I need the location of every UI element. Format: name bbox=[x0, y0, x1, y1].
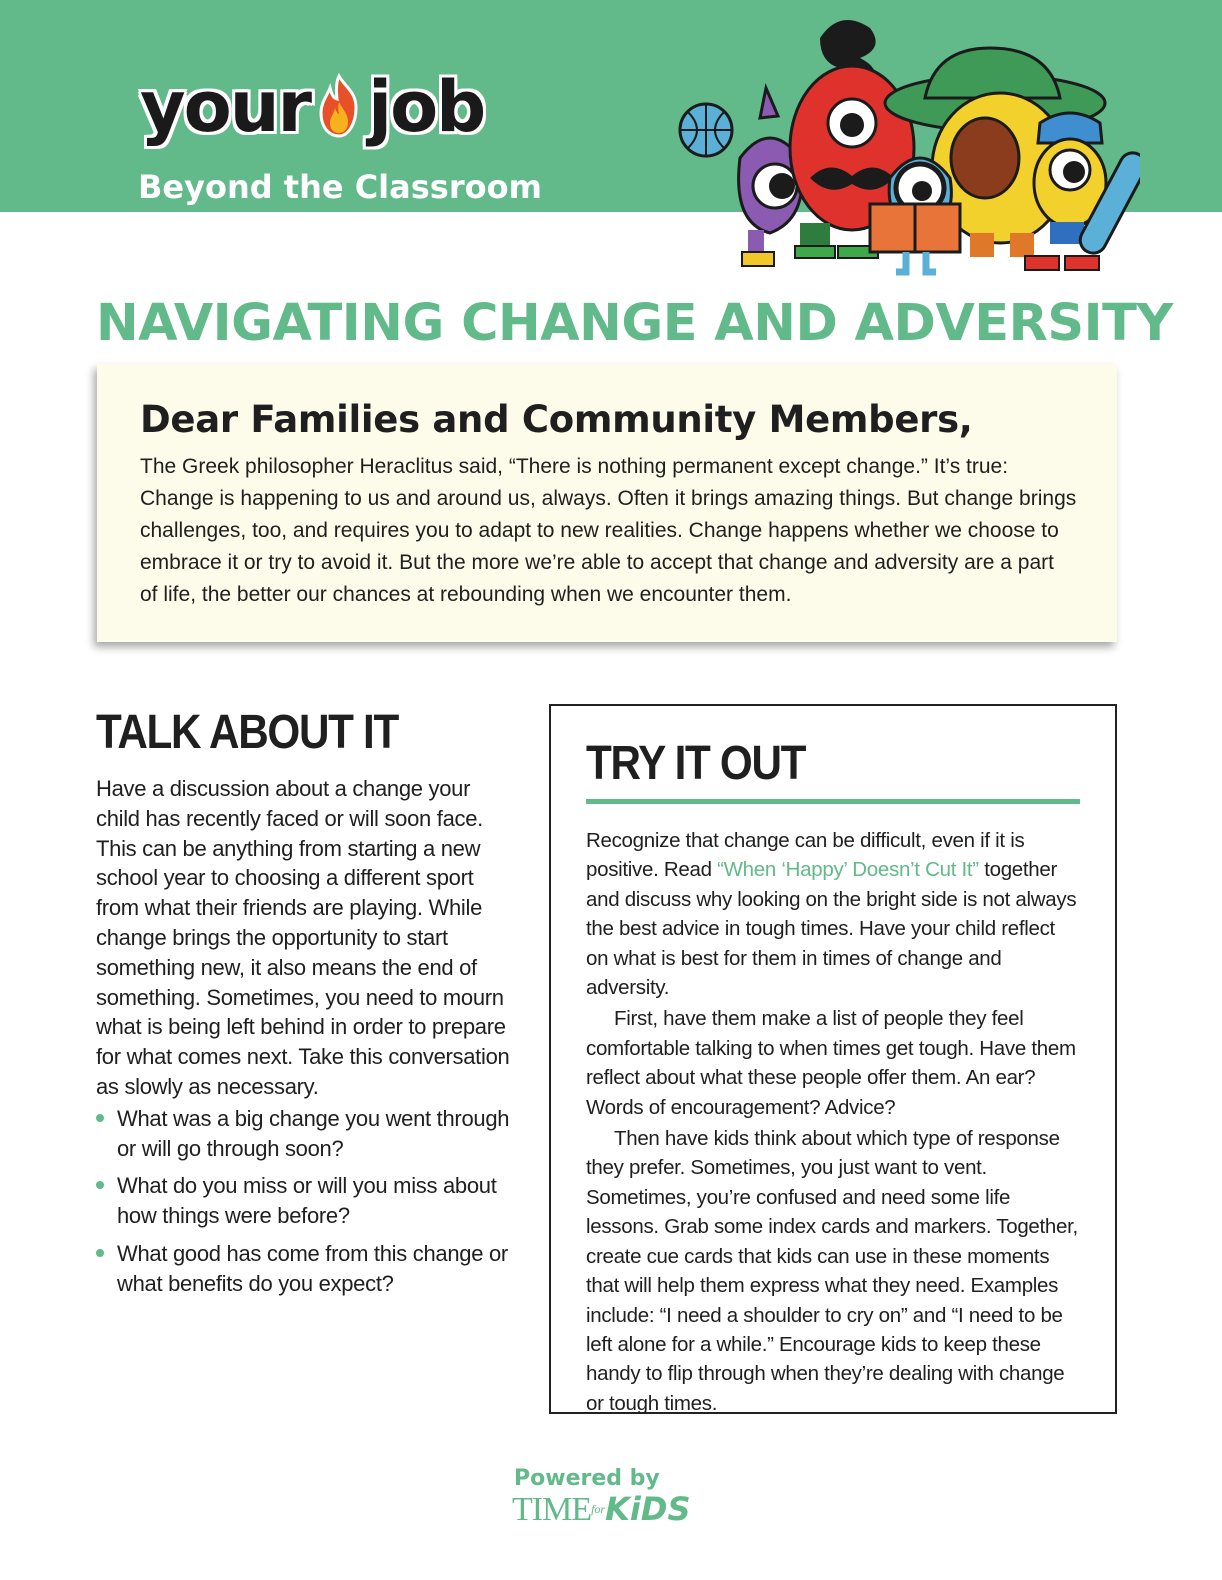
powered-by-footer bbox=[512, 1466, 712, 1528]
try-paragraph-3: Then have kids think about which type of response they prefer. Sometimes, you just want to vent. Sometimes, you’re confused and need some life lessons. Grab some index cards and markers. Together, create cue cards that kids can use in these moments that will help them express what they need. Examples include: “I need a shoulder to cry on” and “I need to be left alone for a while.” Encourage kids to keep these handy to flip through when they’re dealing with change or tough times. bbox=[586, 1127, 1078, 1415]
letter-body: The Greek philosopher Heraclitus said, “There is nothing permanent except change.” It’s true: Change is happening to us and around us, always. Often it brings amazing things. But change brings challenges, too, and requires you to adapt to new realities. Change happens whether we choose to embrace it or try to avoid it. But the more we’re able to accept that change and adversity are a part of life, the better our chances at rebounding when we encounter them. bbox=[140, 455, 1077, 606]
try-heading: TRY IT OUT bbox=[586, 737, 806, 790]
article-link[interactable]: “When ‘Happy’ Doesn’t Cut It” bbox=[717, 858, 979, 882]
talk-bullet-list bbox=[96, 1104, 516, 1299]
bullet-dot-icon bbox=[96, 1114, 104, 1122]
talk-bullet-item: What good has come from this change or what benefits do you expect? bbox=[96, 1239, 516, 1299]
logo-job-text: job bbox=[368, 66, 485, 148]
logo-your-text: your bbox=[140, 66, 311, 148]
talk-body: Have a discussion about a change your child has recently faced or will soon face. This can be anything from starting a new school year to choosing a different sport from what their friends are playing. While change brings the opportunity to start something new, it also means the end of something. Sometimes, you need to mourn what is being left behind in order to prepare for what comes next. Take this conversation as slowly as necessary. bbox=[96, 776, 510, 1099]
flame-icon bbox=[312, 72, 366, 142]
talk-about-it-section bbox=[96, 705, 516, 1307]
letter-box bbox=[97, 364, 1117, 642]
bullet-dot-icon bbox=[96, 1249, 104, 1257]
talk-bullet-item: What was a big change you went through or will go through soon? bbox=[96, 1104, 516, 1164]
talk-bullet-item: What do you miss or will you miss about how things were before? bbox=[96, 1171, 516, 1231]
try-paragraph-1: Recognize that change can be difficult, even if it is positive. Read “When ‘Happy’ Doesn’t Cut It” together and discuss why looking on the bright side is not always the best advice in tough times. Have your child reflect on what is best for them in times of change and adversity. bbox=[586, 829, 1077, 1000]
yourjob-logo bbox=[140, 66, 485, 148]
talk-heading: TALK ABOUT IT bbox=[96, 706, 398, 759]
time-for-kids-logo: $TIME^{for}KiDS$ bbox=[512, 1490, 691, 1528]
try-it-out-box bbox=[549, 704, 1117, 1414]
try-paragraph-2: First, have them make a list of people they feel comfortable talking to when times get tough. Have them reflect about what these people offer them. An ear? Words of encouragement? Advice? bbox=[586, 1007, 1076, 1119]
page-title: NAVIGATING CHANGE AND ADVERSITY bbox=[96, 294, 1173, 353]
heading-underline bbox=[586, 799, 1080, 804]
tagline: Beyond the Classroom bbox=[138, 168, 542, 206]
powered-by-text: Powered by bbox=[514, 1466, 660, 1491]
bullet-dot-icon bbox=[96, 1181, 104, 1189]
mascot-characters-illustration bbox=[670, 8, 1140, 278]
letter-heading: Dear Families and Community Members, bbox=[140, 398, 973, 441]
